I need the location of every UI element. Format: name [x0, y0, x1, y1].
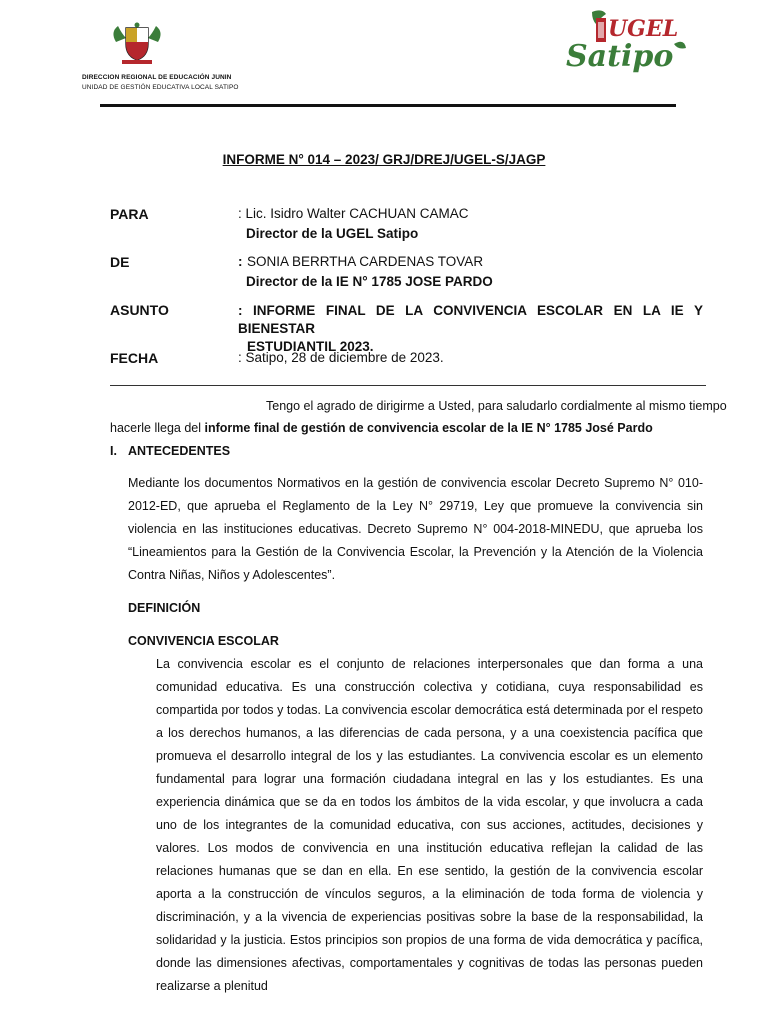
separator-rule [110, 385, 706, 386]
ugel-satipo-logo [562, 8, 692, 76]
asunto-line-2: ESTUDIANTIL 2023. [247, 339, 374, 354]
org-line-2: UNIDAD DE GESTIÓN EDUCATIVA LOCAL SATIPO [82, 84, 239, 91]
antecedentes-paragraph: Mediante los documentos Normativos en la gestión de convivencia escolar Decreto Supremo N° 010-2012-ED, que aprueba el Reglamento de la Ley N° 29719, Ley que promueve la convivencia sin violencia en las instituciones educativas. Decreto Supremo N° 004-2018-MINEDU, que aprueba los “Lineamientos para la Gestión de la Convivencia Escolar, la Prevención y la Atención de la Violencia Contra Niñas, Niños y Adolescentes”. [128, 476, 703, 582]
intro-line-1: Tengo el agrado de dirigirme a Usted, para saludarlo cordialmente al mismo tiempo [266, 399, 727, 413]
header-rule [100, 104, 676, 107]
asunto-line-1: : INFORME FINAL DE LA CONVIVENCIA ESCOLAR EN LA IE Y BIENESTAR [238, 303, 703, 336]
logo-text-satipo: Satipo [566, 39, 674, 74]
org-line-1: DIRECCION REGIONAL DE EDUCACIÓN JUNIN [82, 74, 232, 81]
section-1-title: ANTECEDENTES [128, 444, 231, 458]
intro-line-2-text: hacerle llega del [110, 421, 205, 435]
para-name: : Lic. Isidro Walter CACHUAN CAMAC [238, 206, 469, 221]
asunto-value [238, 302, 703, 356]
section-1-number: I. [110, 444, 117, 458]
definicion-title: DEFINICIÓN [128, 601, 201, 615]
para-role: Director de la UGEL Satipo [246, 226, 419, 241]
para-label: PARA [110, 206, 149, 222]
de-colon: : [238, 254, 243, 269]
report-title: INFORME N° 014 – 2023/ GRJ/DREJ/UGEL-S/JAGP [222, 152, 546, 167]
de-label: DE [110, 254, 130, 270]
intro-line-2 [110, 417, 710, 440]
convivencia-paragraph: La convivencia escolar es el conjunto de relaciones interpersonales que dan forma a una comunidad educativa. Es una construcción colectiva y cotidiana, cuya responsabilidad es compartida por todos y todas. La convivencia escolar democrática está determinada por el respeto a los derechos humanos, a las diferencias de cada persona, y a una coexistencia pacífica que promueva el desarrollo integral de los y las estudiantes. La convivencia escolar es un elemento fundamental para lograr una formación ciudadana integral en las y los estudiantes. Es una experiencia dinámica que se da en todos los ámbitos de la vida escolar, y que involucra a cada uno de los integrantes de la comunidad educativa, con sus acciones, actitudes, decisiones y valores. Los modos de convivencia en una institución educativa reflejan la calidad de las relaciones humanas que se dan en ella. En ese sentido, la gestión de la convivencia escolar aporta a la construcción de vínculos seguros, a la eliminación de toda forma de violencia y discriminación, y a la vivencia de experiencias positivas sobre la base de la responsabilidad, la solidaridad y la justicia. Estos principios son propios de una forma de vida democrática y pacífica, donde las dimensiones afectivas, comportamentales y cognitivas de todas las personas pueden realizarse a plenitud [156, 657, 703, 993]
fecha-label: FECHA [110, 350, 159, 366]
logo-text-ugel: UGEL [608, 16, 679, 42]
fecha-value: : Satipo, 28 de diciembre de 2023. [238, 350, 444, 365]
de-name: SONIA BERRTHA CARDENAS TOVAR [247, 254, 484, 269]
asunto-label: ASUNTO [110, 302, 169, 318]
intro-line-2-bold: informe final de gestión de convivencia escolar de la IE N° 1785 José Pardo [204, 421, 653, 435]
peru-coat-of-arms-icon [108, 22, 166, 66]
de-role: Director de la IE N° 1785 JOSE PARDO [246, 274, 493, 289]
convivencia-title: CONVIVENCIA ESCOLAR [128, 634, 279, 648]
